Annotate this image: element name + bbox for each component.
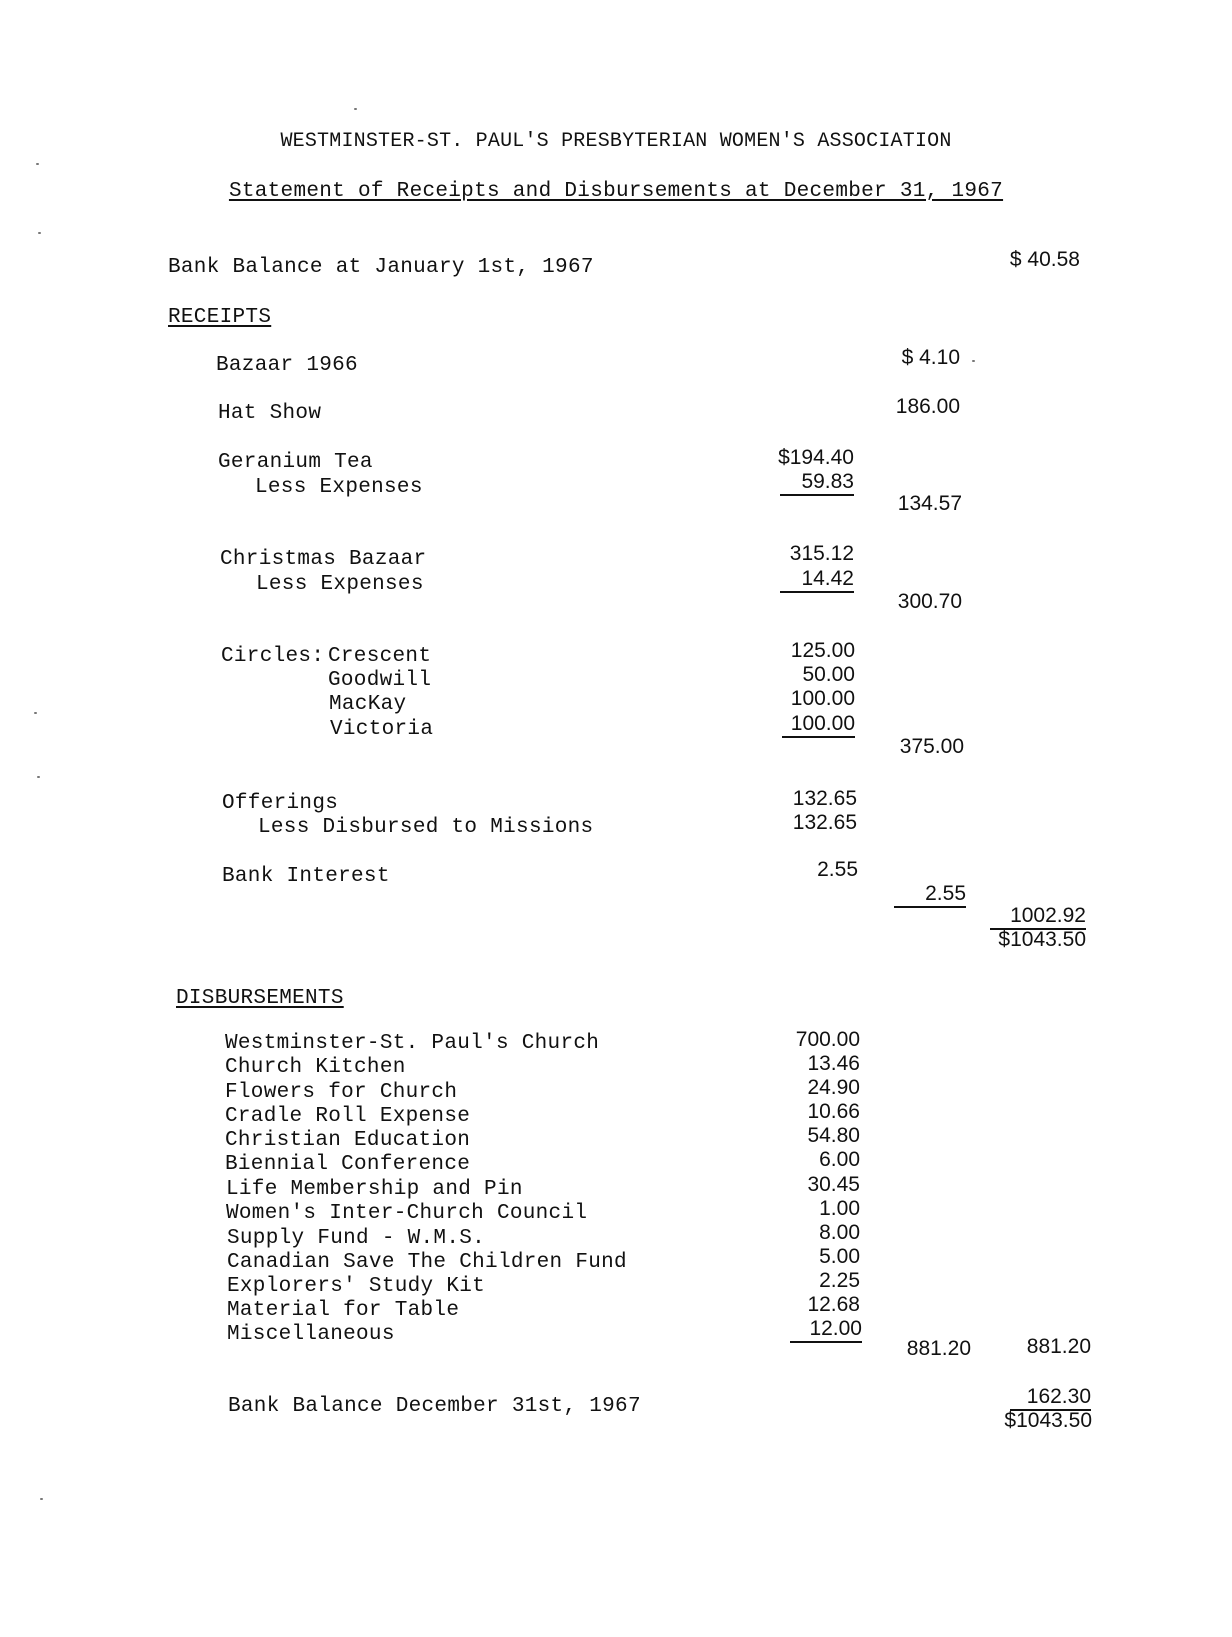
bazaar-1966-label: Bazaar 1966: [216, 354, 358, 377]
hat-show-label: Hat Show: [218, 402, 322, 425]
disbursement-amount: 10.66: [807, 1100, 860, 1123]
closing-balance-amount: 162.30: [1010, 1385, 1091, 1411]
circles-label: Circles:: [221, 645, 325, 668]
document-title: WESTMINSTER-ST. PAUL'S PRESBYTERIAN WOMEN'S ASSOCIATION: [280, 130, 952, 153]
scan-speck: [38, 232, 41, 234]
disbursement-label: Flowers for Church: [225, 1081, 458, 1104]
disbursement-amount: 30.45: [807, 1173, 860, 1196]
disbursement-label: Biennial Conference: [225, 1153, 471, 1176]
opening-balance-label: Bank Balance at January 1st, 1967: [168, 256, 594, 279]
hat-show-total: 186.00: [895, 395, 960, 418]
bank-interest-gross: 2.55: [817, 858, 858, 881]
disbursement-label: Westminster-St. Paul's Church: [225, 1032, 600, 1055]
geranium-tea-less: 59.83: [780, 470, 854, 496]
circle-amount: 100.00: [790, 687, 855, 710]
disbursement-label: Life Membership and Pin: [226, 1178, 523, 1201]
receipts-heading: RECEIPTS: [168, 306, 272, 329]
circle-amount: 100.00: [782, 712, 855, 738]
disbursement-amount: 8.00: [819, 1221, 860, 1244]
disbursement-amount: 24.90: [807, 1076, 860, 1099]
christmas-bazaar-gross: 315.12: [789, 542, 854, 565]
disbursement-amount: 700.00: [795, 1028, 860, 1051]
receipts-grand-total: $1043.50: [998, 928, 1086, 951]
disbursement-label: Christian Education: [225, 1129, 471, 1152]
circle-amount: 125.00: [790, 639, 855, 662]
scan-speck: [40, 1498, 43, 1500]
circle-name: Crescent: [328, 645, 432, 668]
circle-amount: 50.00: [802, 663, 855, 686]
disbursement-label: Explorers' Study Kit: [227, 1275, 486, 1298]
disbursement-label: Supply Fund - W.M.S.: [227, 1227, 486, 1250]
disbursement-label: Miscellaneous: [227, 1323, 395, 1346]
disbursement-label: Church Kitchen: [225, 1056, 406, 1079]
disbursement-amount: 5.00: [819, 1245, 860, 1268]
disbursement-amount: 1.00: [819, 1197, 860, 1220]
receipts-total: 1002.92: [990, 904, 1086, 930]
geranium-tea-less-label: Less Expenses: [255, 476, 423, 499]
offerings-label: Offerings: [222, 792, 339, 815]
disbursement-amount: 13.46: [807, 1052, 860, 1075]
offerings-gross: 132.65: [792, 787, 857, 810]
geranium-tea-gross: $194.40: [778, 446, 854, 469]
circles-total: 375.00: [899, 735, 964, 758]
scan-speck: [34, 712, 37, 714]
christmas-bazaar-less: 14.42: [780, 567, 854, 593]
disbursement-label: Material for Table: [227, 1299, 460, 1322]
disbursements-heading: DISBURSEMENTS: [176, 987, 344, 1010]
geranium-tea-label: Geranium Tea: [218, 451, 373, 474]
bazaar-1966-total: $ 4.10: [901, 346, 960, 369]
document-subtitle: Statement of Receipts and Disbursements at December 31, 1967: [228, 180, 1004, 203]
christmas-bazaar-total: 300.70: [897, 590, 962, 613]
scan-speck: [354, 108, 357, 110]
offerings-less-label: Less Disbursed to Missions: [258, 816, 594, 839]
opening-balance-amount: $ 40.58: [1009, 248, 1080, 271]
bank-interest-label: Bank Interest: [222, 865, 390, 888]
disbursement-amount: 54.80: [807, 1124, 860, 1147]
disbursement-label: Women's Inter-Church Council: [226, 1202, 588, 1225]
disbursement-amount: 6.00: [819, 1148, 860, 1171]
disbursements-total: 881.20: [1026, 1335, 1091, 1358]
scan-speck: [37, 776, 40, 778]
closing-balance-label: Bank Balance December 31st, 1967: [228, 1395, 641, 1418]
geranium-tea-total: 134.57: [897, 492, 962, 515]
circle-name: MacKay: [329, 693, 407, 716]
christmas-bazaar-less-label: Less Expenses: [256, 573, 424, 596]
bank-interest-total: 2.55: [894, 882, 966, 908]
disbursement-label: Canadian Save The Children Fund: [227, 1251, 627, 1274]
disbursement-label: Cradle Roll Expense: [225, 1105, 471, 1128]
disbursements-subtotal: 881.20: [906, 1337, 971, 1360]
scan-speck: [972, 360, 975, 362]
circle-name: Victoria: [330, 718, 434, 741]
disbursement-amount: 2.25: [819, 1269, 860, 1292]
closing-grand-total: $1043.50: [1004, 1409, 1092, 1432]
offerings-less: 132.65: [792, 811, 857, 834]
circle-name: Goodwill: [328, 669, 432, 692]
christmas-bazaar-label: Christmas Bazaar: [220, 548, 427, 571]
disbursement-amount: 12.00: [790, 1317, 862, 1343]
disbursement-amount: 12.68: [807, 1293, 860, 1316]
scan-speck: [36, 163, 39, 165]
